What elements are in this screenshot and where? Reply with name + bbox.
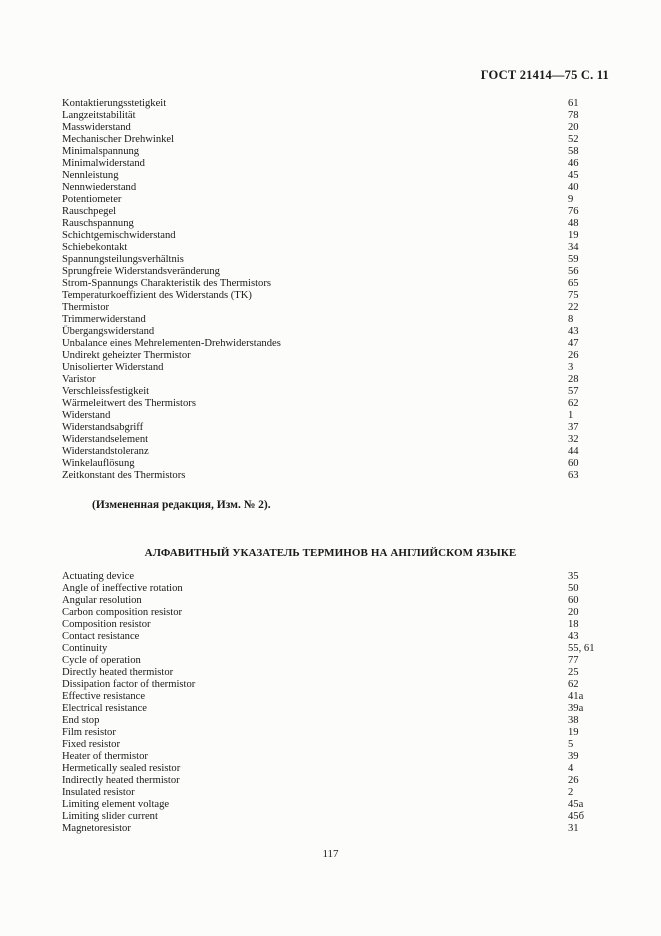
index-entry — [62, 122, 585, 134]
index-term: Mechanischer Drehwinkel — [62, 134, 175, 145]
index-term-number: 45a — [568, 799, 584, 810]
index-entry — [62, 595, 585, 607]
english-term-index — [62, 571, 595, 835]
index-term-number: 60 — [568, 595, 579, 606]
index-term-number: 19 — [568, 727, 579, 738]
index-entry — [62, 386, 585, 398]
index-term: Trimmerwiderstand — [62, 314, 146, 325]
index-term-number: 76 — [568, 206, 579, 217]
index-entry — [62, 290, 585, 302]
index-entry — [62, 643, 595, 655]
index-term: Winkelauflösung — [62, 458, 135, 469]
index-entry — [62, 775, 585, 787]
index-entry — [62, 266, 585, 278]
index-term-number: 34 — [568, 242, 579, 253]
index-entry — [62, 278, 585, 290]
index-term-number: 31 — [568, 823, 579, 834]
index-entry — [62, 110, 585, 122]
german-term-index — [62, 98, 585, 482]
index-term: Langzeitstabilität — [62, 110, 136, 121]
index-term: Widerstandselement — [62, 434, 149, 445]
index-entry — [62, 715, 585, 727]
index-term-number: 20 — [568, 607, 579, 618]
index-term-number: 43 — [568, 631, 579, 642]
index-term: Fixed resistor — [62, 739, 120, 750]
index-term: Spannungsteilungsverhältnis — [62, 254, 184, 265]
index-entry — [62, 206, 585, 218]
index-entry — [62, 434, 585, 446]
index-term: Wärmeleitwert des Thermistors — [62, 398, 196, 409]
index-entry — [62, 422, 585, 434]
index-term-number: 39 — [568, 751, 579, 762]
index-term-number: 45 — [568, 170, 579, 181]
index-term-number: 25 — [568, 667, 579, 678]
index-term: Temperaturkoeffizient des Widerstands (TK) — [62, 290, 252, 301]
index-entry — [62, 398, 585, 410]
index-term: Varistor — [62, 374, 96, 385]
index-term: Composition resistor — [62, 619, 151, 630]
index-entry — [62, 619, 585, 631]
index-term-number: 4 — [568, 763, 574, 774]
index-term-number: 44 — [568, 446, 579, 457]
index-entry — [62, 571, 585, 583]
index-term-number: 77 — [568, 655, 579, 666]
index-term-number: 5 — [568, 739, 574, 750]
index-entry — [62, 823, 585, 835]
index-entry — [62, 254, 585, 266]
index-term: Limiting slider current — [62, 811, 158, 822]
index-term-number: 26 — [568, 775, 579, 786]
index-term: Actuating device — [62, 571, 135, 582]
index-entry — [62, 739, 585, 751]
index-term-number: 18 — [568, 619, 579, 630]
index-entry — [62, 583, 585, 595]
page-header: ГОСТ 21414—75 С. 11 — [480, 68, 609, 82]
index-term-number: 48 — [568, 218, 579, 229]
index-term: Indirectly heated thermistor — [62, 775, 180, 786]
english-index-title: АЛФАВИТНЫЙ УКАЗАТЕЛЬ ТЕРМИНОВ НА АНГЛИЙСКОМ ЯЗЫКЕ — [144, 547, 517, 559]
index-entry — [62, 350, 585, 362]
index-term-number: 62 — [568, 679, 579, 690]
index-term-number: 46 — [568, 158, 579, 169]
index-entry — [62, 799, 585, 811]
index-term-number: 9 — [568, 194, 574, 205]
index-entry — [62, 470, 585, 482]
index-entry — [62, 703, 585, 715]
index-entry — [62, 410, 585, 422]
index-term-number: 43 — [568, 326, 579, 337]
index-term-number: 78 — [568, 110, 579, 121]
index-term: Minimalwiderstand — [62, 158, 145, 169]
index-term: Unisolierter Widerstand — [62, 362, 164, 373]
index-term: Effective resistance — [62, 691, 146, 702]
index-term-number: 61 — [568, 98, 579, 109]
index-term-number: 32 — [568, 434, 579, 445]
index-term-number: 59 — [568, 254, 579, 265]
page-number: 117 — [322, 848, 339, 860]
index-entry — [62, 338, 585, 350]
index-entry — [62, 727, 585, 739]
index-entry — [62, 458, 585, 470]
index-term: Potentiometer — [62, 194, 122, 205]
index-term: Widerstandsabgriff — [62, 422, 144, 433]
index-entry — [62, 146, 585, 158]
index-term-number: 2 — [568, 787, 574, 798]
index-term-number: 63 — [568, 470, 579, 481]
index-term: Electrical resistance — [62, 703, 147, 714]
index-term-number: 40 — [568, 182, 579, 193]
index-term: Nennleistung — [62, 170, 119, 181]
index-entry — [62, 302, 585, 314]
index-term: Zeitkonstant des Thermistors — [62, 470, 186, 481]
index-term: Widerstand — [62, 410, 111, 421]
index-term-number: 41a — [568, 691, 584, 702]
index-term-number: 65 — [568, 278, 579, 289]
index-term: Thermistor — [62, 302, 110, 313]
index-term: Schichtgemischwiderstand — [62, 230, 176, 241]
index-entry — [62, 98, 585, 110]
index-term: Strom-Spannungs Charakteristik des Thermistors — [62, 278, 272, 289]
index-term: Kontaktierungsstetigkeit — [62, 98, 167, 109]
index-term: Hermetically sealed resistor — [62, 763, 181, 774]
index-term-number: 38 — [568, 715, 579, 726]
index-term: Dissipation factor of thermistor — [62, 679, 196, 690]
index-term: Rauschspannung — [62, 218, 134, 229]
index-entry — [62, 811, 585, 823]
revision-note: (Измененная редакция, Изм. № 2). — [92, 499, 271, 511]
index-term: Minimalspannung — [62, 146, 140, 157]
index-term: Insulated resistor — [62, 787, 135, 798]
index-term-number: 39a — [568, 703, 584, 714]
index-term: Directly heated thermistor — [62, 667, 174, 678]
index-term: Contact resistance — [62, 631, 140, 642]
index-term-number: 47 — [568, 338, 579, 349]
index-entry — [62, 763, 585, 775]
index-term-number: 26 — [568, 350, 579, 361]
index-term-number: 50 — [568, 583, 579, 594]
index-entry — [62, 134, 585, 146]
index-entry — [62, 446, 585, 458]
index-entry — [62, 182, 585, 194]
index-entry — [62, 218, 585, 230]
index-term: Film resistor — [62, 727, 116, 738]
index-term: Übergangswiderstand — [62, 326, 155, 337]
index-term-number: 75 — [568, 290, 579, 301]
index-term: Undirekt geheizter Thermistor — [62, 350, 191, 361]
index-term: Sprungfreie Widerstandsveränderung — [62, 266, 220, 277]
index-term: Cycle of operation — [62, 655, 141, 666]
index-term: Nennwiederstand — [62, 182, 137, 193]
index-term-number: 1 — [568, 410, 574, 421]
index-term: Angle of ineffective rotation — [62, 583, 183, 594]
index-term: Continuity — [62, 643, 108, 654]
index-entry — [62, 314, 585, 326]
index-term: End stop — [62, 715, 100, 726]
index-term-number: 3 — [568, 362, 574, 373]
index-term-number: 19 — [568, 230, 579, 241]
index-entry — [62, 194, 585, 206]
index-entry — [62, 170, 585, 182]
index-term: Rauschpegel — [62, 206, 117, 217]
index-term-number: 60 — [568, 458, 579, 469]
index-term-number: 52 — [568, 134, 579, 145]
index-term-number: 35 — [568, 571, 579, 582]
index-term: Masswiderstand — [62, 122, 131, 133]
index-term: Verschleissfestigkeit — [62, 386, 150, 397]
index-entry — [62, 751, 585, 763]
index-term-number: 8 — [568, 314, 574, 325]
index-term: Limiting element voltage — [62, 799, 170, 810]
index-term-number: 55, 61 — [568, 643, 595, 654]
index-term: Heater of thermistor — [62, 751, 148, 762]
index-entry — [62, 374, 585, 386]
index-term: Magnetoresistor — [62, 823, 131, 834]
index-entry — [62, 607, 585, 619]
index-term-number: 62 — [568, 398, 579, 409]
index-term-number: 28 — [568, 374, 579, 385]
index-term-number: 22 — [568, 302, 579, 313]
index-entry — [62, 242, 585, 254]
index-entry — [62, 655, 585, 667]
index-term-number: 56 — [568, 266, 579, 277]
index-term: Angular resolution — [62, 595, 142, 606]
index-entry — [62, 787, 585, 799]
index-term-number: 20 — [568, 122, 579, 133]
index-entry — [62, 230, 585, 242]
index-term-number: 45б — [568, 811, 584, 822]
index-entry — [62, 667, 585, 679]
index-entry — [62, 691, 585, 703]
index-entry — [62, 679, 585, 691]
index-term: Widerstandstoleranz — [62, 446, 149, 457]
index-term-number: 57 — [568, 386, 579, 397]
index-term: Unbalance eines Mehrelementen-Drehwiderstandes — [62, 338, 281, 349]
index-term-number: 37 — [568, 422, 579, 433]
index-entry — [62, 631, 585, 643]
index-term-number: 58 — [568, 146, 579, 157]
index-term: Schiebekontakt — [62, 242, 128, 253]
index-entry — [62, 158, 585, 170]
index-entry — [62, 362, 585, 374]
index-term: Carbon composition resistor — [62, 607, 183, 618]
index-entry — [62, 326, 585, 338]
